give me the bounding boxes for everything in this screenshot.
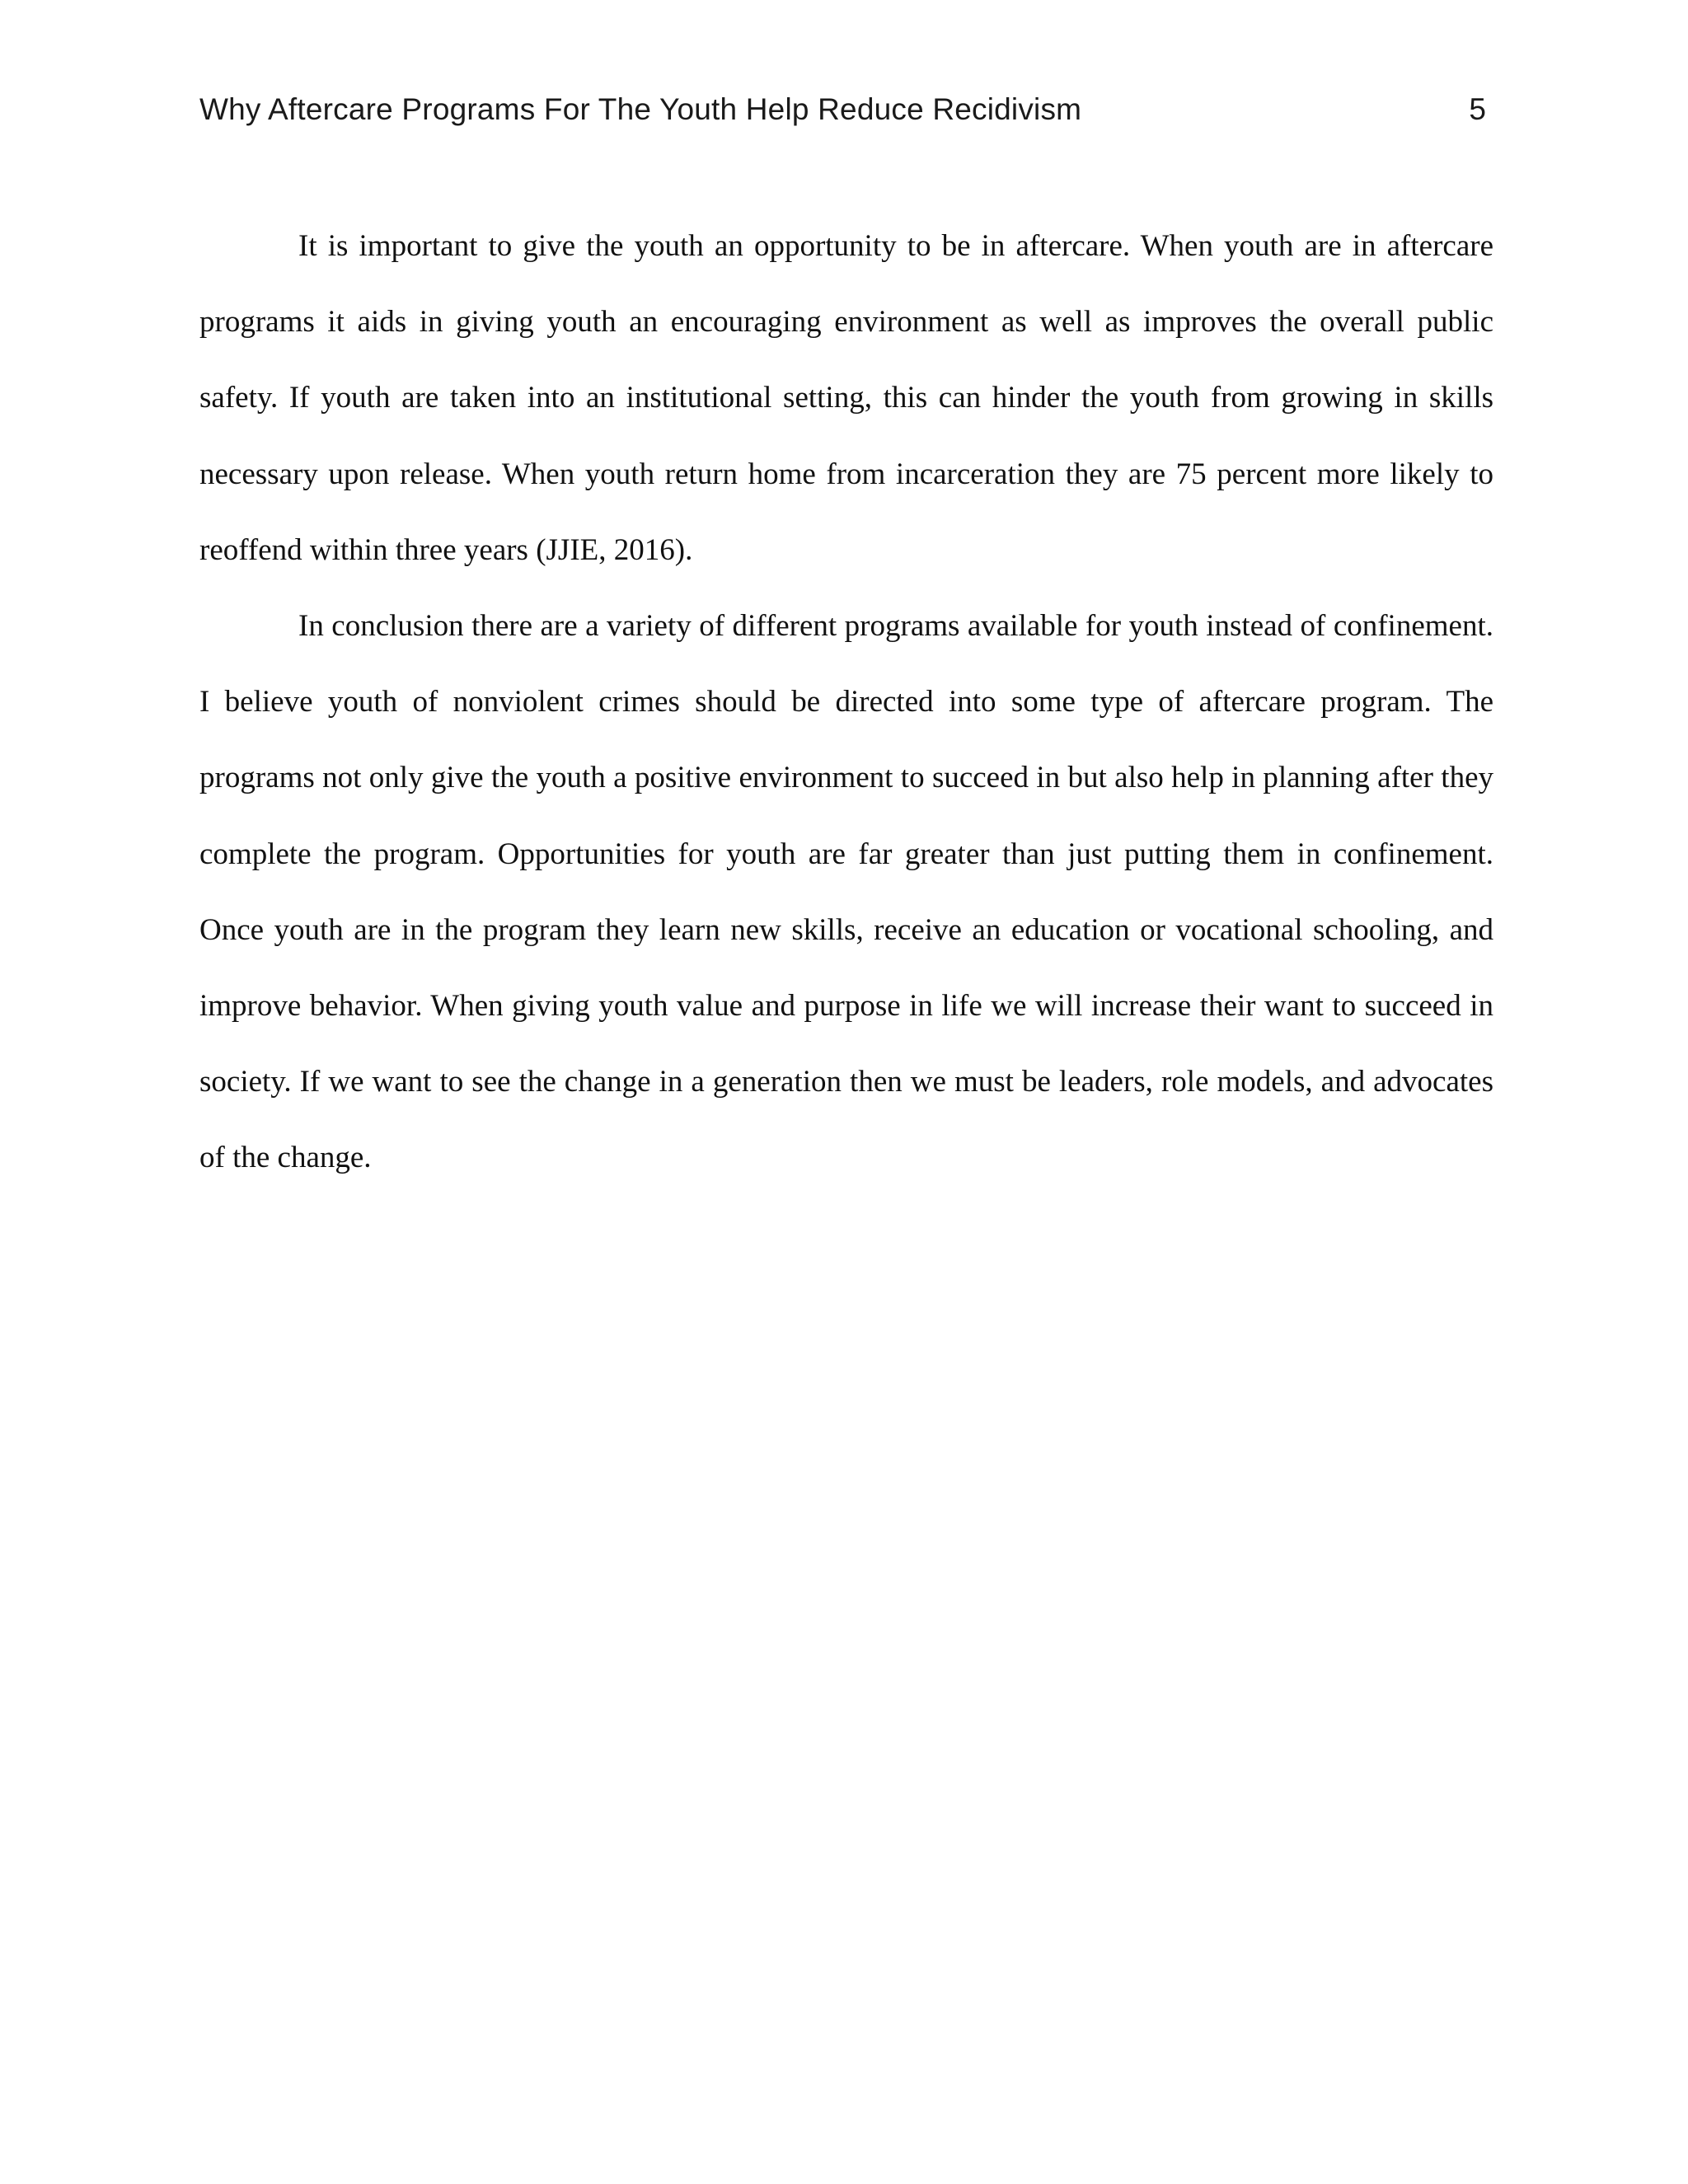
running-head: Why Aftercare Programs For The Youth Help Reduce Recidivism	[199, 92, 1082, 126]
paragraph-conclusion: In conclusion there are a variety of different programs available for youth instead of confinement. I believe youth of nonviolent crimes should be directed into some type of aftercare program. The programs not only give the youth a positive environment to succeed in but also help in planning after they complete the program. Opportunities for youth are far greater than just putting them in confinement. Once youth are in the program they learn new skills, receive an education or vocational schooling, and improve behavior. When giving youth value and purpose in life we will increase their want to succeed in society. If we want to see the change in a generation then we must be leaders, role models, and advocates of the change.	[199, 609, 1493, 1175]
page-number: 5	[1469, 92, 1486, 126]
body-text	[199, 209, 1493, 1197]
paragraph-aftercare-opportunity: It is important to give the youth an opportunity to be in aftercare. When youth are in aftercare programs it aids in giving youth an encouraging environment as well as improves the overall public safety. If youth are taken into an institutional setting, this can hinder the youth from growing in skills necessary upon release. When youth return home from incarceration they are 75 percent more likely to reoffend within three years (JJIE, 2016).	[199, 229, 1493, 567]
